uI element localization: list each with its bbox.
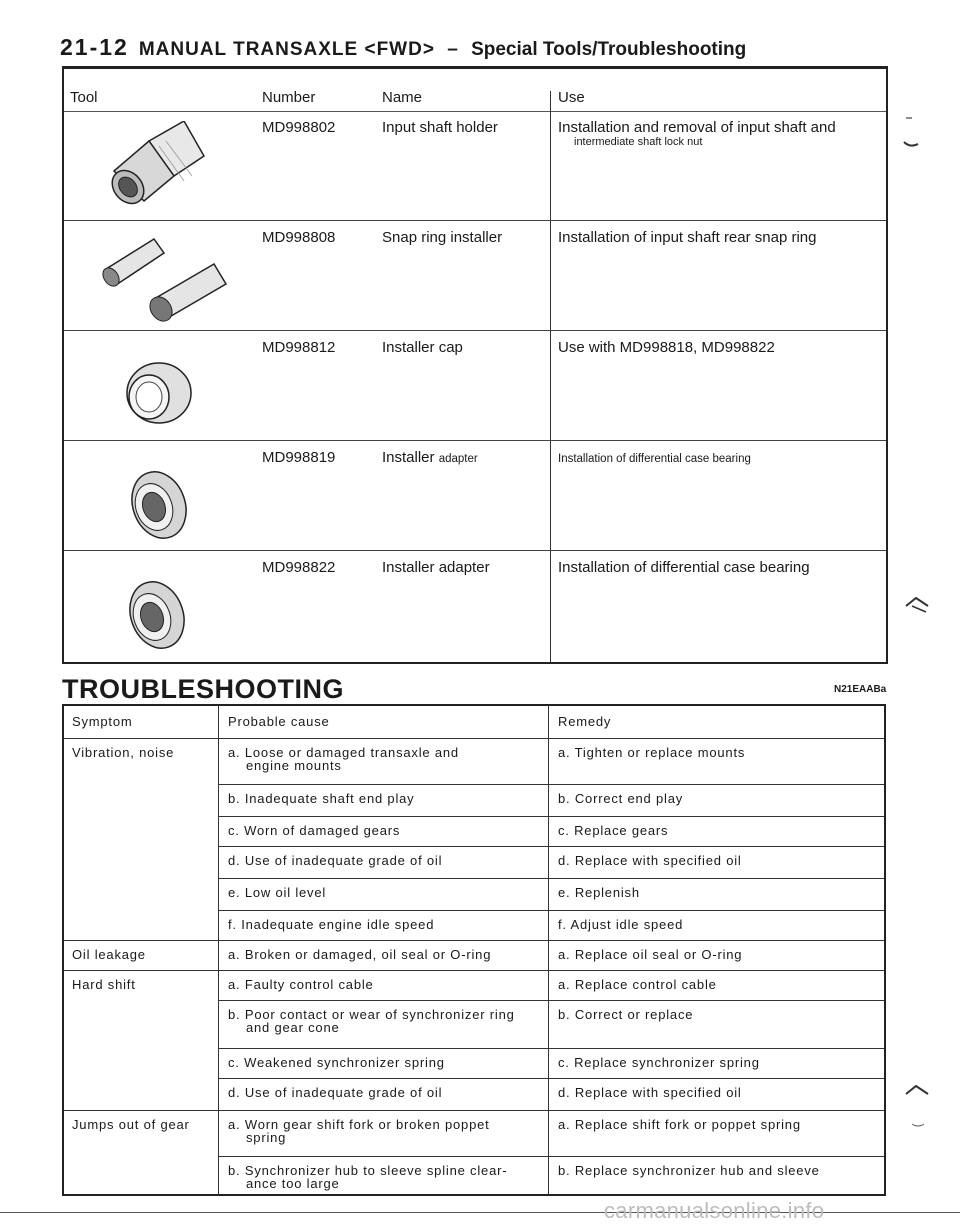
- header-subtitle: Special Tools/Troubleshooting: [471, 39, 747, 60]
- tool-name: Snap ring installer: [382, 229, 503, 246]
- installer-cap-icon: [119, 353, 199, 433]
- probable-cause: ance too large: [246, 1176, 340, 1191]
- header-use: Use: [558, 89, 585, 106]
- margin-mark: [902, 1072, 932, 1132]
- header-dash: –: [447, 39, 459, 60]
- tool-row: [64, 441, 886, 551]
- header-number: Number: [262, 89, 316, 106]
- probable-cause: b. Poor contact or wear of synchronizer ring: [228, 1007, 515, 1022]
- symptom-label: Hard shift: [72, 977, 136, 992]
- header-probable-cause: Probable cause: [228, 714, 330, 729]
- page-number: 21-12: [60, 34, 129, 60]
- probable-cause: d. Use of inadequate grade of oil: [228, 853, 443, 868]
- symptom-label: Vibration, noise: [72, 745, 175, 760]
- remedy: b. Correct end play: [558, 791, 684, 806]
- header-name: Name: [382, 89, 423, 106]
- tools-table-header: [64, 89, 886, 113]
- tool-row: [64, 331, 886, 441]
- tool-name: Installer adapter: [382, 559, 490, 576]
- header-symptom: Symptom: [72, 714, 133, 729]
- input-shaft-holder-icon: [104, 121, 214, 211]
- tool-row: [64, 111, 886, 221]
- snap-ring-installer-icon: [84, 229, 244, 325]
- probable-cause: a. Loose or damaged transaxle and: [228, 745, 459, 760]
- margin-mark: [902, 584, 932, 624]
- remedy: b. Replace synchronizer hub and sleeve: [558, 1163, 820, 1178]
- tool-name: Input shaft holder: [382, 119, 498, 136]
- symptom-label: Oil leakage: [72, 947, 146, 962]
- probable-cause: b. Synchronizer hub to sleeve spline clear-: [228, 1163, 508, 1178]
- remedy: c. Replace gears: [558, 823, 669, 838]
- remedy: e. Replenish: [558, 885, 640, 900]
- tool-row: [64, 551, 886, 661]
- tool-row: [64, 221, 886, 331]
- installer-adapter-icon: [122, 575, 192, 655]
- remedy: b. Correct or replace: [558, 1007, 694, 1022]
- header-remedy: Remedy: [558, 714, 612, 729]
- symptom-label: Jumps out of gear: [72, 1117, 190, 1132]
- probable-cause: e. Low oil level: [228, 885, 327, 900]
- tool-number: MD998812: [262, 339, 336, 356]
- tool-name-small: adapter: [438, 453, 478, 465]
- tool-name: [382, 449, 478, 466]
- probable-cause: d. Use of inadequate grade of oil: [228, 1085, 443, 1100]
- page-header: [60, 34, 746, 61]
- tool-number: MD998819: [262, 449, 336, 466]
- tool-use: Installation of input shaft rear snap ring: [558, 229, 817, 246]
- probable-cause: c. Weakened synchronizer spring: [228, 1055, 445, 1070]
- probable-cause: engine mounts: [246, 758, 342, 773]
- tool-name: Installer cap: [382, 339, 463, 356]
- section-code: N21EAABa: [834, 684, 887, 695]
- installer-adapter-icon: [124, 465, 194, 545]
- tool-number: MD998808: [262, 229, 336, 246]
- probable-cause: b. Inadequate shaft end play: [228, 791, 415, 806]
- tool-use: Use with MD998818, MD998822: [558, 339, 775, 356]
- remedy: a. Replace shift fork or poppet spring: [558, 1117, 801, 1132]
- special-tools-table: [62, 66, 888, 662]
- remedy: a. Replace control cable: [558, 977, 717, 992]
- remedy: d. Replace with specified oil: [558, 1085, 742, 1100]
- section-title: MANUAL TRANSAXLE <FWD>: [138, 39, 435, 60]
- probable-cause: and gear cone: [246, 1020, 340, 1035]
- probable-cause: f. Inadequate engine idle speed: [228, 917, 435, 932]
- remedy: a. Tighten or replace mounts: [558, 745, 746, 760]
- watermark: carmanualsonline.info: [604, 1198, 825, 1223]
- tool-use: Installation of differential case bearing: [558, 453, 751, 465]
- probable-cause: a. Broken or damaged, oil seal or O-ring: [228, 947, 492, 962]
- probable-cause: a. Worn gear shift fork or broken poppet: [228, 1117, 490, 1132]
- tool-number: MD998822: [262, 559, 336, 576]
- tool-use: Installation of differential case bearing: [558, 559, 810, 576]
- remedy: d. Replace with specified oil: [558, 853, 742, 868]
- remedy: a. Replace oil seal or O-ring: [558, 947, 743, 962]
- troubleshooting-title: TROUBLESHOOTING: [62, 674, 344, 704]
- probable-cause: c. Worn of damaged gears: [228, 823, 401, 838]
- header-tool: Tool: [70, 89, 98, 106]
- tool-number: MD998802: [262, 119, 336, 136]
- remedy: c. Replace synchronizer spring: [558, 1055, 760, 1070]
- tool-name-main: Installer: [382, 449, 435, 466]
- probable-cause: a. Faulty control cable: [228, 977, 374, 992]
- probable-cause: spring: [246, 1130, 287, 1145]
- margin-mark: [900, 114, 924, 154]
- tool-use: Installation and removal of input shaft and: [558, 119, 836, 136]
- troubleshooting-table: [62, 704, 886, 1196]
- remedy: f. Adjust idle speed: [558, 917, 684, 932]
- tool-use-cont: intermediate shaft lock nut: [574, 136, 703, 148]
